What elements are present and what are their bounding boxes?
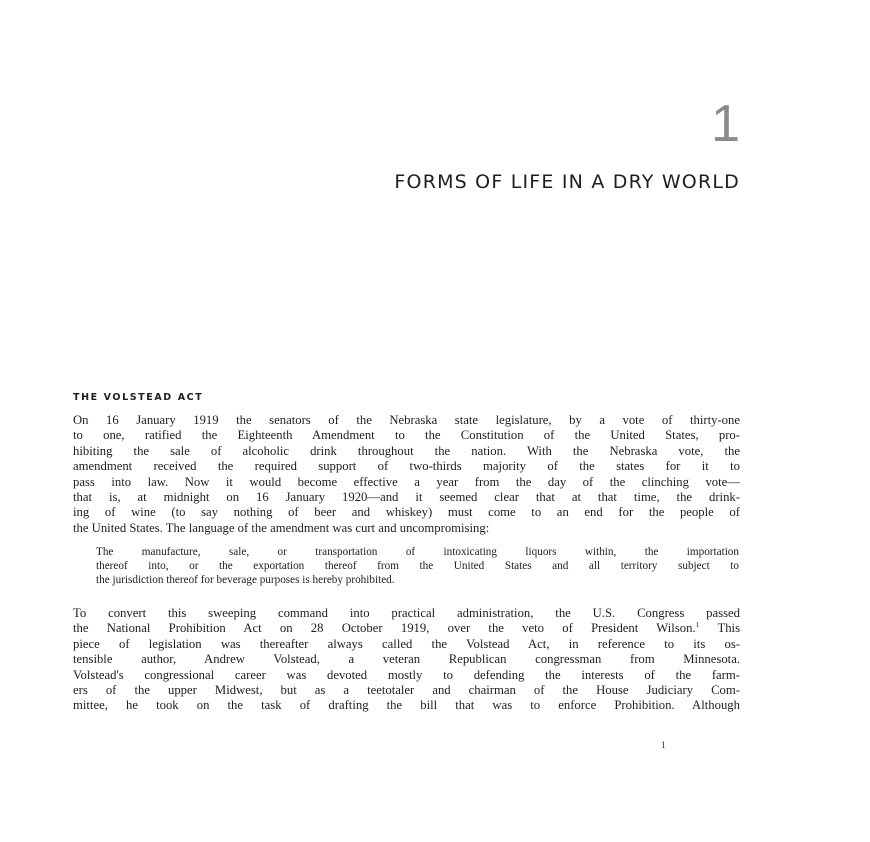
chapter-number: 1: [711, 95, 740, 153]
paragraph-volstead: [73, 606, 740, 714]
paragraph-line: tensible author, Andrew Volstead, a veteran Republican congressman from Minnesota.: [73, 652, 740, 667]
paragraph-line: to one, ratified the Eighteenth Amendment to the Constitution of the United States, pro-: [73, 428, 740, 443]
chapter-title: FORMS OF LIFE IN A DRY WORLD: [394, 171, 740, 193]
paragraph-line: that is, at midnight on 16 January 1920—and it seemed clear that at that time, the drink-: [73, 490, 740, 505]
quote-line: The manufacture, sale, or transportation of intoxicating liquors within, the importation: [96, 546, 739, 558]
footnote-marker[interactable]: 1: [695, 620, 700, 630]
quote-line: thereof into, or the exportation thereof from the United States and all territory subject to: [96, 560, 739, 573]
paragraph-line: the United States. The language of the amendment was curt and uncompromising:: [73, 520, 490, 535]
paragraph-line: mittee, he took on the task of drafting the bill that was to enforce Prohibition. Although: [73, 698, 740, 713]
quote-line: the jurisdiction thereof for beverage purposes is hereby prohibited.: [96, 574, 395, 587]
paragraph-line: pass into law. Now it would become effective a year from the day of the clinching vote—: [73, 474, 740, 489]
paragraph-line: piece of legislation was thereafter always called the Volstead Act, in reference to its os-: [73, 636, 740, 651]
paragraph-line: hibiting the sale of alcoholic drink throughout the nation. With the Nebraska vote, the: [73, 443, 740, 458]
paragraph-text: the National Prohibition Act on 28 October 1919, over the veto of President Wilson.: [73, 621, 696, 636]
paragraph-text: This: [699, 621, 741, 636]
paragraph-line: ers of the upper Midwest, but as a teetotaler and chairman of the House Judiciary Com-: [73, 683, 740, 698]
paragraph-line: On 16 January 1919 the senators of the Nebraska state legislature, by a vote of thirty-one: [73, 413, 740, 427]
paragraph-line: ing of wine (to say nothing of beer and whiskey) must come to an end for the people of: [73, 505, 740, 520]
paragraph-line: Volstead's congressional career was devoted mostly to defending the interests of the farm-: [73, 667, 740, 682]
page-number: 1: [661, 740, 666, 750]
section-heading: THE VOLSTEAD ACT: [73, 392, 204, 403]
paragraph-line: amendment received the required support of two-thirds majority of the states for it to: [73, 459, 740, 474]
block-quote: [96, 545, 739, 588]
paragraph-intro: [73, 413, 740, 536]
paragraph-line-with-footnote: [73, 621, 740, 636]
paragraph-line: To convert this sweeping command into practical administration, the U.S. Congress passed: [73, 606, 740, 620]
